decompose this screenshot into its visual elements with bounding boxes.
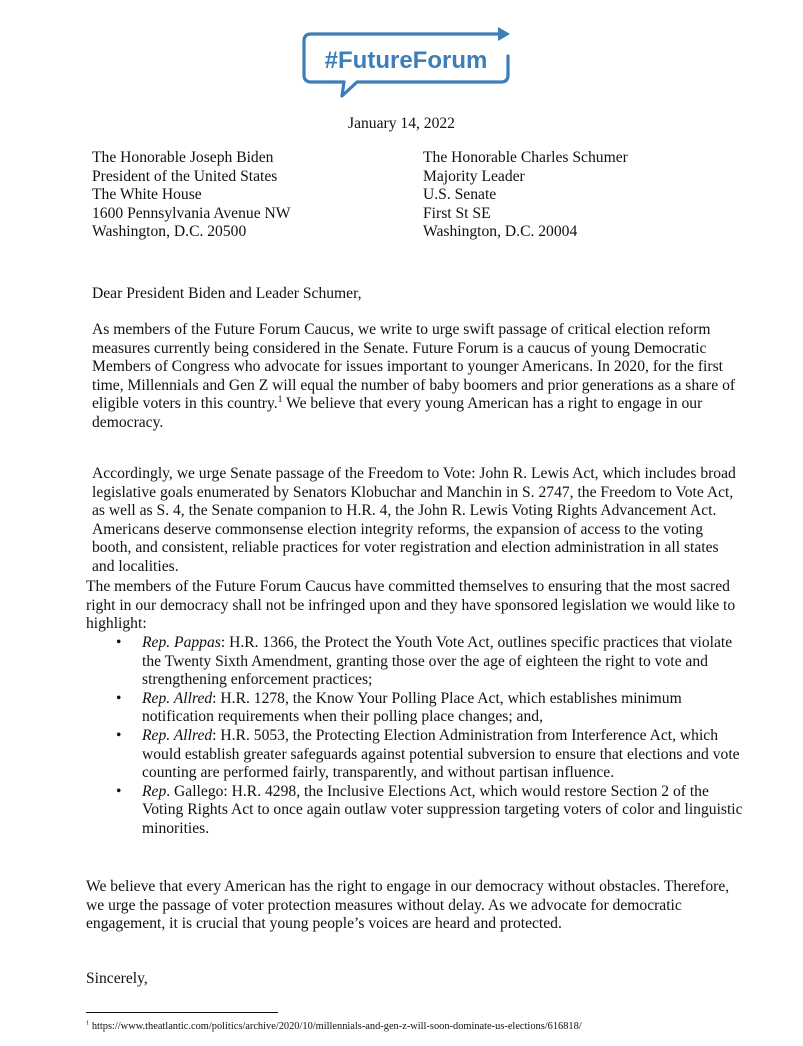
sponsored-bills-list: [86, 634, 746, 839]
paragraph-text: We believe that every young American has a right to engage in our democracy.: [92, 395, 703, 431]
bullet-icon: •: [116, 726, 122, 744]
address-line: Washington, D.C. 20004: [423, 223, 578, 241]
recipient-schumer-address: [423, 149, 628, 242]
sponsor-separator: . Gallego:: [166, 782, 228, 800]
bill-description: H.R. 4298, the Inclusive Elections Act, which would restore Section 2 of the Voting Rights Act to once again outlaw voter suppression targeting voters of color and linguistic minorities.: [142, 782, 743, 837]
sponsor-separator: :: [212, 689, 217, 707]
future-forum-logo: [296, 24, 518, 98]
footnote-link[interactable]: https://www.theatlantic.com/politics/archive/2020/10/millennials-and-gen-z-will-soon-dominate-us-elections/616818/: [89, 1021, 582, 1032]
paragraph-senate-passage: Accordingly, we urge Senate passage of the Freedom to Vote: John R. Lewis Act, which includes broad legislative goals enumerated by Senators Klobuchar and Manchin in S. 2747, the Freedom to Vote Act, as well as S. 4, the Senate companion to H.R. 4, the John R. Lewis Voting Rights Advancement Act. Americans deserve commonsense election integrity reforms, the expansion of access to the voting booth, and consistent, reliable practices for voter registration and election administration in all states and localities.: [92, 465, 736, 575]
logo-text: #FutureForum: [324, 47, 488, 74]
bill-description: H.R. 1366, the Protect the Youth Vote Act, outlines specific practices that violate the Twenty Sixth Amendment, granting those over the age of eighteen the right to vote and strengthening enforcement practices;: [142, 634, 733, 689]
bullet-icon: •: [116, 782, 122, 800]
list-item: [86, 727, 746, 783]
sponsor-separator: :: [212, 726, 217, 744]
address-line: President of the United States: [92, 167, 278, 185]
bullet-icon: •: [116, 689, 122, 707]
address-line: The Honorable Charles Schumer: [423, 149, 628, 166]
paragraph-conclusion: We believe that every American has the right to engage in our democracy without obstacles. Therefore, we urge the passage of voter protection measures without delay. As we advocate for democratic engagement, it is crucial that young people’s voices are heard and protected.: [86, 878, 730, 933]
sponsor-name: Rep. Allred: [142, 689, 213, 707]
footnote-number: 1: [86, 1019, 90, 1027]
address-line: Majority Leader: [423, 167, 525, 185]
footnote-reference: 1: [277, 394, 283, 406]
address-line: The Honorable Joseph Biden: [92, 149, 274, 166]
address-line: The White House: [92, 186, 202, 204]
footnote-divider: [86, 1012, 278, 1013]
address-line: U.S. Senate: [423, 186, 497, 204]
list-item: [86, 783, 746, 839]
address-line: Washington, D.C. 20500: [92, 223, 247, 241]
recipient-biden-address: [92, 149, 291, 242]
letter-date: January 14, 2022: [348, 115, 455, 132]
closing: Sincerely,: [86, 970, 148, 987]
sponsor-name: Rep: [142, 782, 167, 800]
address-line: First St SE: [423, 204, 491, 222]
footnote: [86, 1020, 582, 1033]
salutation: Dear President Biden and Leader Schumer,: [92, 285, 362, 302]
list-item: [86, 690, 746, 727]
address-line: 1600 Pennsylvania Avenue NW: [92, 204, 291, 222]
sponsor-separator: :: [220, 634, 226, 651]
bill-description: H.R. 1278, the Know Your Polling Place Act, which establishes minimum notification requirements when their polling place changes; and,: [142, 689, 682, 726]
bill-description: H.R. 5053, the Protecting Election Administration from Interference Act, which would establish greater safeguards against potential subversion to ensure that elections and vote counting are performed fairly, transparently, and without partisan influence.: [142, 726, 740, 782]
speech-bubble-arrow-icon: [296, 24, 518, 98]
sponsor-name: Rep. Pappas: [142, 634, 221, 651]
paragraph-intro: [92, 321, 742, 433]
list-item: [86, 634, 746, 690]
bullet-icon: •: [116, 634, 122, 651]
sponsor-name: Rep. Allred: [142, 726, 213, 744]
paragraph-text: As members of the Future Forum Caucus, we write to urge swift passage of critical election reform measures currently being considered in the Senate. Future Forum is a caucus of young Democratic Members of Congress who advocate for issues important to younger Americans. In 2020, for the first time, Millennials and Gen Z will equal the number of baby boomers and prior generations as a share of eligible voters in this country.: [92, 321, 736, 413]
paragraph-legislation-intro: The members of the Future Forum Caucus have committed themselves to ensuring that the most sacred right in our democracy shall not be infringed upon and they have sponsored legislation we would like to highlight:: [86, 578, 736, 633]
